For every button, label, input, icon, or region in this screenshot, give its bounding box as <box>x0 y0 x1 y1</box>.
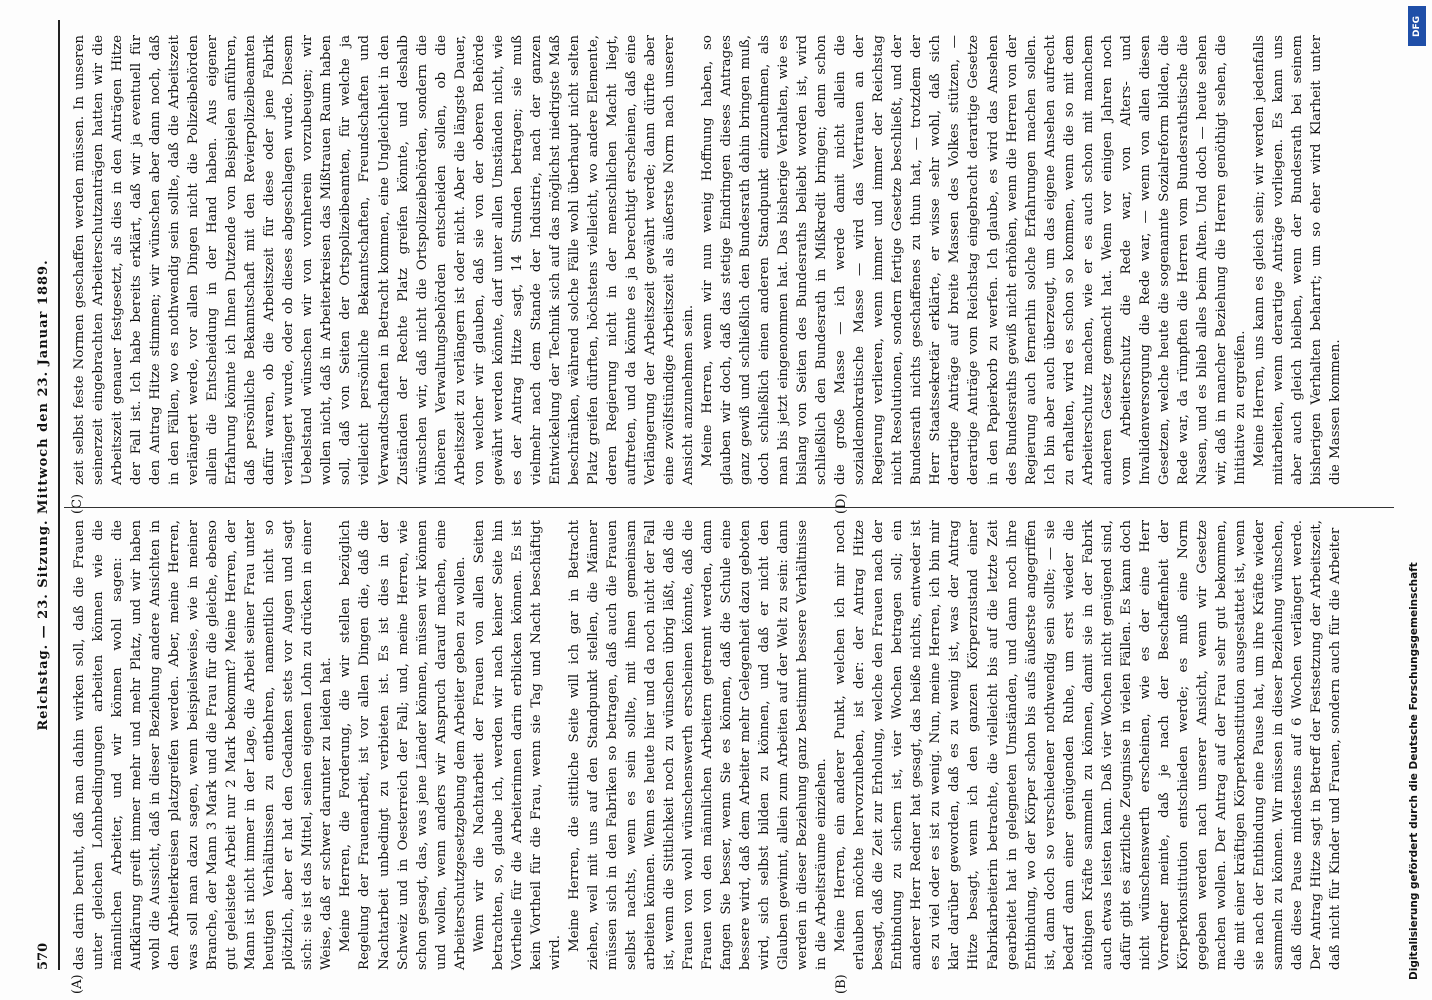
digitization-credit <box>1406 6 1426 996</box>
page-header <box>30 20 60 970</box>
paragraph: Wenn wir die Nachtarbeit der Frauen von allen Seiten betrachten, so, glaube ich, werden wir nach keiner Seite hin Vortheile für die Arbeiterinnen darin erblicken können. Es ist kein Vortheil für die Frau, wenn sie Tag und Nacht beschäftigt wird. <box>471 520 563 970</box>
paragraph: Meine Herren, ein anderer Punkt, welchen ich mir noch erlauben möchte hervorzuheben, ist der: der Antrag Hitze besagt, daß die Zeit zur Erholung, welche den Frauen nach der Entbindung zu sichern ist, vier Wochen betragen soll; ein anderer Herr Redner hat gesagt, das heiße nichts, entweder ist es zu viel oder es ist zu wenig. Nun, meine Herren, ich bin mir klar darüber geworden, daß es zu wenig ist, was der Antrag Hitze besagt, wenn ich den ganzen Körperzustand einer Fabrikarbeiterin betrachte, die vielleicht bis auf die letzte Zeit gearbeitet hat in gelegneten Umständen, und dann noch ihre Entbindung, wo der Körper schon bis aufs äußerste angegriffen ist, dann doch so verschiedener nothwendig sein sollte; — sie bedarf dann einer genügenden Ruhe, um erst wieder die nöthigen Kräfte sammeln zu können, damit sie in der Fabrik auch etwas leisten kann. Daß vier Wochen nicht genügend sind, dafür gibt es ärztliche Zeugnisse in vielen Fällen. Es kann doch nicht wünschenswerth erscheinen, wie es der eine Herr Vorredner meinte, daß je nach der Beschaffenheit der Körperkonstitution entschieden werde; es muß eine Norm gegeben werden nach unserer Ansicht, wenn wir Gesetze machen wollen. Der Antrag auf der Frau sehr gut bekommen, die mit einer kräftigen Körperkonstitution ausgestattet ist, wenn sie nach der Entbindung eine Pause hat, um ihre Kräfte wieder sammeln zu können. Wir müssen in dieser Beziehung wünschen, daß diese Pause mindestens auf 6 Wochen verlängert werde. Der Antrag Hitze sagt in Betreff der Festsetzung der Arbeitszeit, daß nicht für Kinder und Frauen, sondern auch für die Arbeiter <box>833 520 1344 970</box>
right-column <box>70 35 1345 485</box>
page-number: 570 <box>36 942 51 970</box>
paragraph: das darin beruht, daß man dahin wirken soll, daß die Frauen unter gleichen Lohnbedingungen arbeiten können wie die männlichen Arbeiter, und wir können wohl sagen: die Aufklärung greift immer mehr und mehr Platz, und wir haben wohl die Aussicht, daß in dieser Beziehung andere Ansichten in den Arbeiterkreisen platzgreifen werden. Aber, meine Herren, was soll man dazu sagen, wenn beispielsweise, wie in meiner Branche, der Mann 3 Mark und die Frau für die gleiche, ebenso gut geleistete Arbeit nur 2 Mark bekommt? Meine Herren, der Mann ist nicht immer in der Lage, die Arbeit seiner Frau unter heutigen Verhältnissen zu entbehren, namentlich nicht so plötzlich, aber er hat den Gedanken stets vor Augen und sagt sich: sie ist das Mittel, seinen eigenen Lohn zu drücken in einer Weise, daß er schwer darunter zu leiden hat. <box>72 520 335 970</box>
header-rule <box>58 20 60 970</box>
column-divider <box>64 507 1394 508</box>
paragraph: Meine Herren, uns kann es gleich sein; wir werden jedenfalls mitarbeiten, wenn derartige Anträge vorliegen. Es kann uns aber auch gleich bleiben, wenn der Bundesrath bei seinem bisherigen Verhalten beharrt; um so eher wird Klarheit unter die Massen kommen. <box>1251 35 1344 485</box>
left-column <box>70 520 1345 970</box>
paragraph: Meine Herren, die sittliche Seite will ich gar in Betracht ziehen, weil mit uns auf den Standpunkt stellen, die Männer müssen sich in den Fabriken so betragen, daß auch die Frauen selbst nachts, wenn es sein sollte, mit ihnen gemeinsam arbeiten können. Wenn es heute hier und da noch nicht der Fall ist, wenn die Sittlichkeit noch zu wünschen übrig läßt, daß die Frauen von wohl wünschenswerth erscheinen könnte, daß die Frauen von den männlichen Arbeitern getrennt werden, dann fangen Sie besser, wenn Sie es können, daß die Schule eine bessere wird, daß dem Arbeiter mehr Gelegenheit dazu geboten wird, sich selbst bilden zu können, und daß er nicht den Glauben gewinnt, allein zum Arbeiten auf der Welt zu sein: dann werden in dieser Beziehung ganz bestimmt bessere Verhältnisse in die Arbeitsräume einziehen. <box>566 520 830 970</box>
credit-text: Digitalisierung gefördert durch die Deutsche Forschungsgemeinschaft <box>1408 562 1420 980</box>
margin-marker-c: (C) <box>70 493 85 514</box>
page-title: Reichstag. — 23. Sitzung. Mittwoch den 23. Januar 1889. <box>36 259 51 731</box>
paragraph: Meine Herren, wenn wir nun wenig Hoffnung haben, so glauben wir doch, daß das stetige Eindringen dieses Antrages ganz gewiß und schließlich den Bundesrath dahin bringen muß, doch schließlich einen anderen Standpunkt einzunehmen, als man bis jetzt eingenommen hat. Das bisherige Verhalten, wie es bislang von Seiten des Bundesraths beliebt worden ist, wird schließlich den Bundesrath in Mißkredit bringen; denn schon die große Masse — ich werde damit nicht allein die sozialdemokratische Masse — wird das Vertrauen an der Regierung verlieren, wenn immer und immer der Reichstag nicht Resolutionen, sondern fertige Gesetze beschließt, und der Bundesrath nichts geschaffenes zu thun hat, — trotzdem der Herr Staatssekretär erklärte, er wisse sehr wohl, daß sich derartige Anträge auf breite Massen des Volkes stützen, — derartige Anträge vom Reichstag eingebracht derartige Gesetze in den Papierkorb zu werfen. Ich glaube, es wird das Ansehen des Bundesraths gewiß nicht erhöhen, wenn die Herren von der Regierung auch fernerhin solche Erfahrungen machen sollen. Ich bin aber auch überzeugt, um das eigene Ansehen aufrecht zu erhalten, wird es schon so kommen, wenn die so mit dem Arbeiterschutz machen, wie er es auch schon mit manchem anderen Gesetz gemacht hat. Wenn vor einigen Jahren noch vom Arbeiterschutz die Rede war, von Alters- und Invalidenversorgung die Rede war, — wenn von allen diesen Gesetzen, welche heute die sogenannte Sozialreform bilden, die Rede war, da rümpften die Herren vom Bundesrathstische die Nasen, und es blieb alles beim Alten. Und doch — heute sehen wir, daß in mancher Beziehung die Herren genöthigt sehen, die Initiative zu ergreifen. <box>700 35 1248 485</box>
margin-marker-d: (D) <box>834 493 849 514</box>
margin-marker-a: (A) <box>70 974 85 994</box>
paragraph: Meine Herren, die Forderung, die wir stellen bezüglich Regelung der Frauenarbeit, ist vor allen Dingen die, daß die Nachtarbeit unbedingt zu verbieten ist. Es ist dies in der Schweiz und in Oesterreich der Fall; und, meine Herren, wie schon gesagt, das, was jene Länder können, müssen wir können und wollen, wenn anders wir Anspruch darauf machen, eine Arbeiterschutzgesetzgebung dem Arbeiter geben zu wollen. <box>338 520 468 970</box>
rotated-page-content <box>16 0 1408 1000</box>
paragraph: zeit selbst feste Normen geschaffen werden müssen. In unseren seinerzeit eingebrachten Arbeiterschutzanträgen hatten wir die Arbeitszeit genauer festgesetzt, als dies in den Anträgen Hitze der Fall ist. Ich habe bereits erklärt, daß wir ja eventuell für den Antrag Hitze stimmen; wir wünschen aber dann noch, daß in den Fällen, wo es nothwendig sein sollte, daß die Arbeitszeit verlängert werde, vor allen Dingen nicht die Polizeibehörden allein die Entscheidung in der Hand haben. Aus eigener Erfahrung könnte ich Ihnen Dutzende von Beispielen anführen, daß persönliche Bekanntschaft mit den Revierpolizeibeamten dafür waren, ob die Arbeitszeit für diese oder jene Fabrik verlängert wurde, oder ob dieses abgeschlagen wurde. Diesem Uebelstand wünschen wir von vornherein vorzubeugen; wir wollen nicht, daß in Arbeiterkreisen das Mißtrauen Raum haben soll, daß von Seiten der Ortspolizeibeamten, für welche ja vielleicht persönliche Bekanntschaften, Freundschaften und Verwandtschaften in Betracht kommen, eine Ungleichheit in den Zuständen der Rechte Platz greifen könnte, und deshalb wünschen wir, daß nicht die Ortspolizeibehörden, sondern die höheren Verwaltungsbehörden entscheiden sollen, ob die Arbeitszeit zu verlängern ist oder nicht. Aber die längste Dauer, von welcher wir glauben, daß sie von der oberen Behörde gewährt werden könnte, darf unter allen Umständen nicht, wie es der Antrag Hitze sagt, 14 Stunden betragen; sie muß vielmehr nach dem Stande der Industrie, nach der ganzen Entwickelung der Technik sich auf das möglichst niedrigste Maß beschränken, während solche Fälle wohl überhaupt nicht selten Platz greifen dürften, höchstens vielleicht, wo andere Elemente, deren Regierung nicht in der menschlichen Macht liegt, auftreten, und da könnte es ja berechtigt erscheinen, daß eine Verlängerung der Arbeitszeit gewährt werde; dann dürfte aber eine zwölfstündige Arbeitszeit als äußerste Norm nach unserer Ansicht anzunehmen sein. <box>72 35 696 485</box>
margin-marker-b: (B) <box>834 974 849 994</box>
dfg-logo: DFG <box>1408 6 1426 46</box>
